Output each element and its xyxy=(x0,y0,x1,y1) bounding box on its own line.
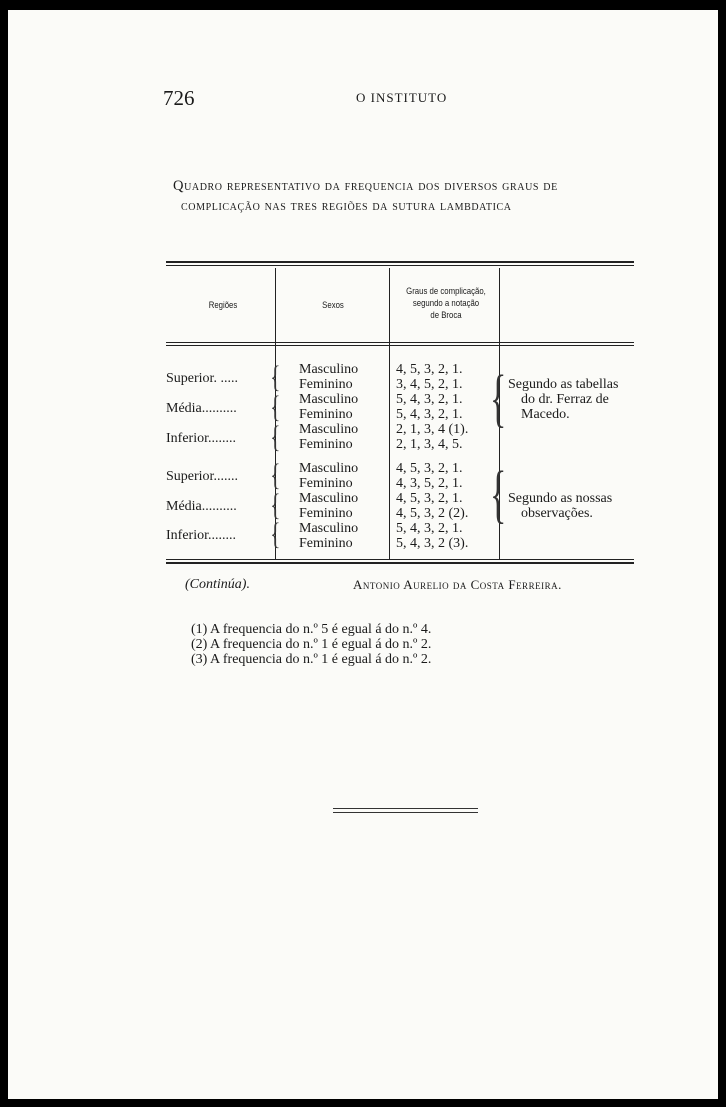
brace-icon: { xyxy=(270,358,281,394)
sexo-cell: Masculino xyxy=(299,392,359,407)
region-media-1: Média.......... xyxy=(166,401,237,416)
sexo-cell: Masculino xyxy=(299,461,359,476)
region-inferior-2: Inferior........ xyxy=(166,528,236,543)
region-superior-1: Superior. ..... xyxy=(166,371,238,386)
header-bottom-rule xyxy=(166,342,634,343)
author-signature: Antonio Aurelio da Costa Ferreira. xyxy=(353,577,562,592)
sexo-cell: Masculino xyxy=(299,362,359,377)
graus-cell: 2, 1, 3, 4 (1). xyxy=(396,422,469,437)
header-graus xyxy=(397,286,495,322)
sexo-cell: Feminino xyxy=(299,536,353,551)
page-number: 726 xyxy=(163,86,195,110)
source-note-2-line-1: Segundo as nossas xyxy=(508,491,613,506)
region-superior-2: Superior....... xyxy=(166,469,238,484)
graus-cell: 5, 4, 3, 2, 1. xyxy=(396,392,463,407)
header-bottom-rule-thin xyxy=(166,345,634,346)
end-rule-2 xyxy=(333,812,478,813)
region-inferior-1: Inferior........ xyxy=(166,431,236,446)
footnote-3: (3) A frequencia do n.º 1 é egual á do n.º 2. xyxy=(191,652,432,667)
running-title: O INSTITUTO xyxy=(356,90,448,105)
header-sexos: Sexos xyxy=(322,300,344,311)
sexo-cell: Feminino xyxy=(299,476,353,491)
graus-cell: 4, 5, 3, 2, 1. xyxy=(396,461,463,476)
region-media-2: Média.......... xyxy=(166,499,237,514)
footnote-2: (2) A frequencia do n.º 1 é egual á do n.º 2. xyxy=(191,637,432,652)
graus-cell: 4, 5, 3, 2, 1. xyxy=(396,362,463,377)
brace-icon: { xyxy=(270,515,281,551)
header-regioes: Regiões xyxy=(208,300,238,311)
graus-cell: 4, 3, 5, 2, 1. xyxy=(396,476,463,491)
brace-icon: { xyxy=(490,364,507,435)
sexo-cell: Feminino xyxy=(299,506,353,521)
graus-cell: 5, 4, 3, 2, 1. xyxy=(396,521,463,536)
brace-icon: { xyxy=(270,486,281,522)
source-note-2-line-2: observações. xyxy=(521,506,593,521)
sexo-cell: Masculino xyxy=(299,422,359,437)
sexo-cell: Feminino xyxy=(299,437,353,452)
sexo-cell: Feminino xyxy=(299,377,353,392)
header-graus-line-3: de Broca xyxy=(430,310,462,321)
brace-icon: { xyxy=(270,456,281,492)
column-divider-2 xyxy=(389,268,390,560)
graus-cell: 3, 4, 5, 2, 1. xyxy=(396,377,463,392)
sexo-cell: Masculino xyxy=(299,521,359,536)
header-graus-line-2: segundo a notação xyxy=(412,298,480,309)
graus-cell: 5, 4, 3, 2, 1. xyxy=(396,407,463,422)
graus-cell: 4, 5, 3, 2, 1. xyxy=(396,491,463,506)
sexo-cell: Masculino xyxy=(299,491,359,506)
continua-label: (Continúa). xyxy=(185,577,250,592)
source-note-1-line-1: Segundo as tabellas xyxy=(508,377,619,392)
table-title-line-2: complicação nas tres regiões da sutura lambdatica xyxy=(181,198,512,214)
graus-cell: 5, 4, 3, 2 (3). xyxy=(396,536,469,551)
source-note-1-line-3: Macedo. xyxy=(521,407,570,422)
brace-icon: { xyxy=(270,418,281,454)
footnote-1: (1) A frequencia do n.º 5 é egual á do n.º 4. xyxy=(191,622,432,637)
table-bottom-rule xyxy=(166,559,634,560)
book-page xyxy=(8,10,718,1099)
sexo-cell: Feminino xyxy=(299,407,353,422)
graus-cell: 4, 5, 3, 2 (2). xyxy=(396,506,469,521)
table-title-line-1: Quadro representativo da frequencia dos diversos graus de xyxy=(173,178,558,194)
table-bottom-rule-thick xyxy=(166,562,634,564)
table-top-rule-thin xyxy=(166,265,634,266)
source-note-1-line-2: do dr. Ferraz de xyxy=(521,392,609,407)
table-top-rule xyxy=(166,261,634,263)
end-rule xyxy=(333,808,478,809)
header-graus-line-1: Graus de complicação, xyxy=(406,286,486,297)
graus-cell: 2, 1, 3, 4, 5. xyxy=(396,437,463,452)
brace-icon: { xyxy=(490,460,507,531)
brace-icon: { xyxy=(270,388,281,424)
